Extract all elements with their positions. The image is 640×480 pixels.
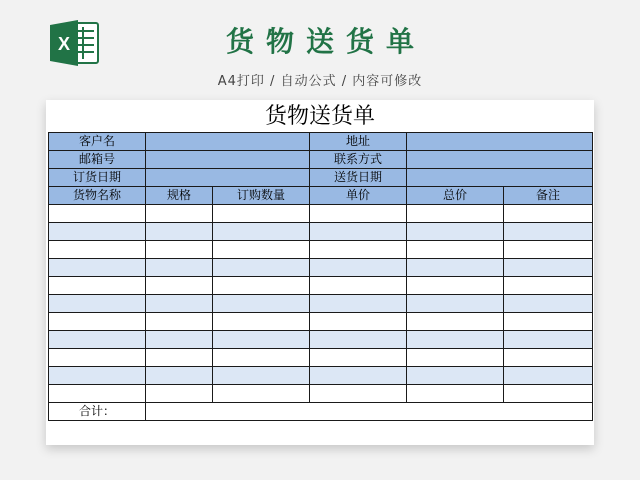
table-cell[interactable]: [407, 313, 504, 331]
table-row: [49, 385, 593, 403]
table-cell[interactable]: [504, 223, 593, 241]
table-cell[interactable]: [49, 241, 146, 259]
table-cell[interactable]: [407, 259, 504, 277]
table-row: [49, 223, 593, 241]
table-row: [49, 349, 593, 367]
column-header: 规格: [146, 187, 213, 205]
total-row: [49, 403, 593, 421]
table-cell[interactable]: [310, 367, 407, 385]
table-cell[interactable]: [504, 349, 593, 367]
total-label: 合计：: [49, 403, 146, 421]
page-subtitle: A4打印 / 自动公式 / 内容可修改: [217, 74, 423, 89]
table-cell[interactable]: [146, 205, 213, 223]
table-cell[interactable]: [213, 367, 310, 385]
table-cell[interactable]: [49, 259, 146, 277]
table-cell[interactable]: [213, 313, 310, 331]
table-cell[interactable]: [213, 205, 310, 223]
table-cell[interactable]: [310, 277, 407, 295]
table-cell[interactable]: [504, 259, 593, 277]
table-cell[interactable]: [213, 385, 310, 403]
table-cell[interactable]: [213, 241, 310, 259]
info-label: 送货日期: [310, 169, 407, 187]
info-label: 客户名: [49, 133, 146, 151]
column-header: 总价: [407, 187, 504, 205]
table-cell[interactable]: [146, 277, 213, 295]
table-cell[interactable]: [213, 277, 310, 295]
page-title: 货物送货单: [225, 25, 426, 58]
info-value[interactable]: [407, 169, 593, 187]
info-value[interactable]: [146, 133, 310, 151]
info-value[interactable]: [407, 133, 593, 151]
table-cell[interactable]: [49, 277, 146, 295]
table-cell[interactable]: [407, 205, 504, 223]
total-value[interactable]: [146, 403, 593, 421]
table-cell[interactable]: [49, 205, 146, 223]
table-cell[interactable]: [146, 241, 213, 259]
table-row: [49, 313, 593, 331]
table-row: [49, 367, 593, 385]
table-cell[interactable]: [310, 223, 407, 241]
table-cell[interactable]: [504, 367, 593, 385]
table-cell[interactable]: [310, 205, 407, 223]
table-cell[interactable]: [146, 223, 213, 241]
info-value[interactable]: [146, 151, 310, 169]
table-cell[interactable]: [407, 385, 504, 403]
table-cell[interactable]: [146, 331, 213, 349]
info-label: 联系方式: [310, 151, 407, 169]
spreadsheet-preview: [46, 100, 594, 445]
info-label: 地址: [310, 133, 407, 151]
table-cell[interactable]: [49, 367, 146, 385]
table-row: [49, 295, 593, 313]
excel-icon-letter: X: [57, 34, 71, 54]
table-cell[interactable]: [213, 331, 310, 349]
table-cell[interactable]: [407, 223, 504, 241]
table-cell[interactable]: [504, 205, 593, 223]
table-cell[interactable]: [213, 259, 310, 277]
table-cell[interactable]: [310, 295, 407, 313]
table-row: [49, 277, 593, 295]
table-cell[interactable]: [504, 241, 593, 259]
table-cell[interactable]: [310, 331, 407, 349]
table-cell[interactable]: [407, 241, 504, 259]
info-value[interactable]: [146, 169, 310, 187]
table-cell[interactable]: [407, 367, 504, 385]
table-cell[interactable]: [49, 223, 146, 241]
table-cell[interactable]: [49, 313, 146, 331]
table-cell[interactable]: [49, 331, 146, 349]
table-cell[interactable]: [49, 385, 146, 403]
table-cell[interactable]: [310, 349, 407, 367]
info-row: [49, 133, 593, 151]
info-label: 邮箱号: [49, 151, 146, 169]
column-header-row: [49, 187, 593, 205]
table-cell[interactable]: [146, 385, 213, 403]
sheet-title: 货物送货单: [264, 104, 375, 129]
delivery-table: [48, 132, 593, 421]
table-cell[interactable]: [146, 367, 213, 385]
info-label: 订货日期: [49, 169, 146, 187]
table-cell[interactable]: [310, 241, 407, 259]
table-cell[interactable]: [504, 277, 593, 295]
table-cell[interactable]: [146, 259, 213, 277]
table-cell[interactable]: [146, 313, 213, 331]
table-cell[interactable]: [310, 385, 407, 403]
table-cell[interactable]: [407, 295, 504, 313]
table-cell[interactable]: [213, 223, 310, 241]
table-row: [49, 205, 593, 223]
column-header: 货物名称: [49, 187, 146, 205]
table-row: [49, 331, 593, 349]
table-cell[interactable]: [407, 331, 504, 349]
table-cell[interactable]: [407, 349, 504, 367]
table-cell[interactable]: [49, 349, 146, 367]
table-cell[interactable]: [213, 295, 310, 313]
table-cell[interactable]: [504, 295, 593, 313]
column-header: 单价: [310, 187, 407, 205]
table-row: [49, 259, 593, 277]
table-cell[interactable]: [407, 277, 504, 295]
table-cell[interactable]: [213, 349, 310, 367]
table-cell[interactable]: [146, 349, 213, 367]
table-cell[interactable]: [310, 313, 407, 331]
table-cell[interactable]: [146, 295, 213, 313]
table-cell[interactable]: [49, 295, 146, 313]
column-header: 订购数量: [213, 187, 310, 205]
table-cell[interactable]: [504, 331, 593, 349]
table-cell[interactable]: [504, 385, 593, 403]
column-header: 备注: [504, 187, 593, 205]
info-row: [49, 151, 593, 169]
info-row: [49, 169, 593, 187]
table-cell[interactable]: [504, 313, 593, 331]
info-value[interactable]: [407, 151, 593, 169]
table-cell[interactable]: [310, 259, 407, 277]
table-row: [49, 241, 593, 259]
